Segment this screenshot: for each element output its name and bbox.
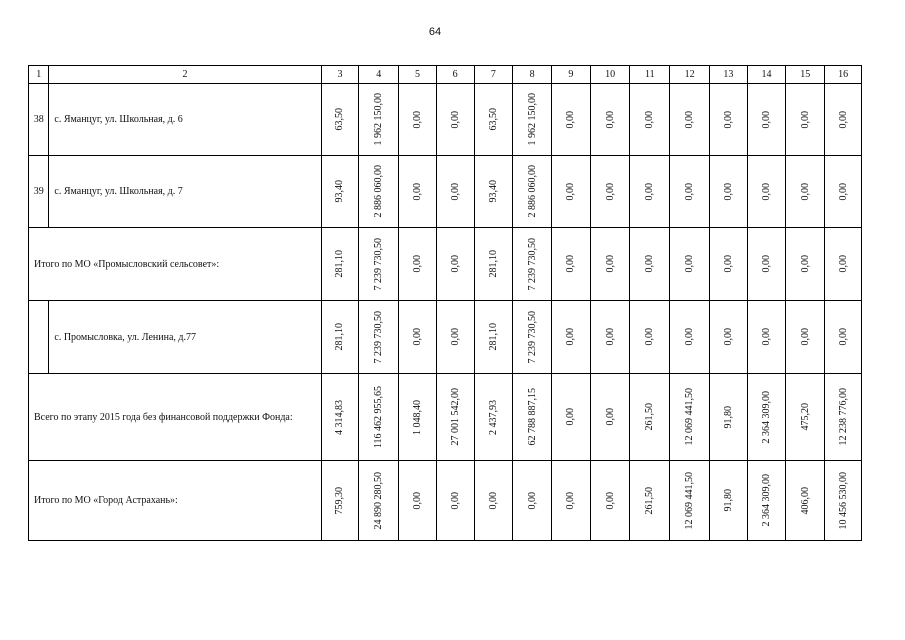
cell-value: 0,00 [761,110,773,129]
value-cell [747,84,786,156]
value-cell [359,156,399,228]
value-cell [825,461,862,541]
value-cell [709,374,747,461]
value-cell [786,374,825,461]
cell-value: 0,00 [604,182,616,201]
value-cell [513,461,552,541]
cell-value: 24 890 280,50 [373,471,385,530]
value-cell [709,228,747,301]
cell-value: 0,00 [722,328,734,346]
value-cell [359,301,399,374]
cell-value: 0,00 [837,255,849,273]
table-row [29,156,862,228]
value-cell [474,301,513,374]
cell-value: 12 069 441,50 [684,388,696,446]
value-cell [474,156,513,228]
cell-value: 0,00 [411,255,423,273]
value-cell [670,374,710,461]
cell-value: 0,00 [604,408,616,426]
value-cell [474,84,513,156]
cell-value: 0,00 [799,110,811,129]
cell-value: 0,00 [604,328,616,346]
cell-value: 2 437,93 [487,399,499,435]
row-address: с. Яманцуг, ул. Школьная, д. 6 [49,84,321,156]
value-cell [551,461,590,541]
value-cell [630,461,670,541]
value-cell [590,301,630,374]
column-header: 12 [670,66,710,84]
cell-value: 261,50 [644,403,656,431]
value-cell [359,228,399,301]
cell-value: 7 239 730,50 [526,310,538,364]
value-cell [399,461,437,541]
cell-value: 281,10 [334,250,346,278]
value-cell [590,228,630,301]
cell-value: 261,50 [644,486,656,515]
column-header: 6 [436,66,474,84]
cell-value: 0,00 [644,182,656,201]
cell-value: 2 886 060,00 [373,165,385,218]
cell-value: 2 364 309,00 [761,390,773,444]
cell-value: 7 239 730,50 [373,310,385,364]
table-row [29,228,862,301]
value-cell [825,228,862,301]
value-cell [513,228,552,301]
value-cell [436,374,474,461]
value-cell [513,156,552,228]
value-cell [825,374,862,461]
row-index [29,301,49,374]
cell-value: 1 962 150,00 [373,93,385,146]
table-row [29,301,862,374]
value-cell [321,374,359,461]
table-row [29,461,862,541]
value-cell [399,156,437,228]
value-cell [825,301,862,374]
value-cell [747,301,786,374]
cell-value: 0,00 [565,491,577,510]
table-row [29,84,862,156]
cell-value: 0,00 [565,255,577,273]
data-table [28,65,862,541]
cell-value: 281,10 [487,250,499,278]
cell-value: 62 788 887,15 [526,388,538,446]
value-cell [670,156,710,228]
value-cell [590,84,630,156]
value-cell [436,84,474,156]
cell-value: 0,00 [799,182,811,201]
cell-value: 0,00 [722,182,734,201]
row-total-label: Итого по МО «Город Астрахань»: [29,461,322,541]
value-cell [630,156,670,228]
value-cell [436,156,474,228]
value-cell [551,156,590,228]
cell-value: 0,00 [644,110,656,129]
value-cell [321,301,359,374]
value-cell [786,228,825,301]
column-header: 2 [49,66,321,84]
cell-value: 0,00 [722,110,734,129]
cell-value: 0,00 [411,491,423,510]
value-cell [551,301,590,374]
cell-value: 0,00 [487,491,499,510]
value-cell [786,461,825,541]
column-header: 8 [513,66,552,84]
value-cell [359,374,399,461]
value-cell [513,301,552,374]
cell-value: 475,20 [799,403,811,431]
cell-value: 12 238 776,00 [837,388,849,446]
cell-value: 91,80 [722,489,734,512]
value-cell [825,84,862,156]
cell-value: 0,00 [761,328,773,346]
value-cell [786,84,825,156]
cell-value: 91,80 [722,405,734,429]
table-row [29,374,862,461]
cell-value: 27 001 542,00 [449,388,461,446]
column-header: 4 [359,66,399,84]
cell-value: 0,00 [837,110,849,129]
cell-value: 2 886 060,00 [526,165,538,218]
cell-value: 0,00 [799,255,811,273]
cell-value: 0,00 [684,182,696,201]
value-cell [670,461,710,541]
cell-value: 0,00 [604,110,616,129]
cell-value: 116 462 955,65 [373,385,385,449]
value-cell [670,84,710,156]
cell-value: 0,00 [644,255,656,273]
cell-value: 759,30 [334,486,346,515]
cell-value: 2 364 309,00 [761,474,773,527]
value-cell [436,301,474,374]
row-total-label: Итого по МО «Промысловский сельсовет»: [29,228,322,301]
value-cell [359,84,399,156]
value-cell [359,461,399,541]
cell-value: 0,00 [411,182,423,201]
column-header: 5 [399,66,437,84]
value-cell [786,156,825,228]
cell-value: 0,00 [837,182,849,201]
row-total-label: Всего по этапу 2015 года без финансовой поддержки Фонда: [29,374,322,461]
cell-value: 281,10 [334,323,346,351]
value-cell [474,374,513,461]
value-cell [747,228,786,301]
value-cell [551,84,590,156]
column-header: 14 [747,66,786,84]
cell-value: 0,00 [761,255,773,273]
cell-value: 7 239 730,50 [526,237,538,291]
cell-value: 0,00 [565,182,577,201]
value-cell [747,156,786,228]
value-cell [747,461,786,541]
cell-value: 93,40 [487,180,499,203]
value-cell [709,301,747,374]
row-address: с. Промысловка, ул. Ленина, д.77 [49,301,321,374]
value-cell [551,228,590,301]
column-header: 16 [825,66,862,84]
value-cell [321,156,359,228]
cell-value: 0,00 [449,491,461,510]
cell-value: 0,00 [604,255,616,273]
column-header: 3 [321,66,359,84]
column-header: 13 [709,66,747,84]
cell-value: 0,00 [684,110,696,129]
page-number: 64 [428,26,442,38]
value-cell [513,84,552,156]
value-cell [474,228,513,301]
value-cell [630,228,670,301]
cell-value: 0,00 [449,110,461,129]
value-cell [399,374,437,461]
cell-value: 0,00 [449,182,461,201]
value-cell [321,84,359,156]
value-cell [590,156,630,228]
cell-value: 0,00 [526,491,538,510]
cell-value: 1 962 150,00 [526,93,538,146]
cell-value: 12 069 441,50 [684,471,696,530]
cell-value: 0,00 [799,328,811,346]
cell-value: 0,00 [684,328,696,346]
value-cell [474,461,513,541]
value-cell [436,228,474,301]
value-cell [399,228,437,301]
value-cell [747,374,786,461]
cell-value: 93,40 [334,180,346,203]
value-cell [670,228,710,301]
cell-value: 0,00 [722,255,734,273]
cell-value: 0,00 [604,491,616,510]
cell-value: 0,00 [411,110,423,129]
row-index: 38 [29,84,49,156]
cell-value: 0,00 [761,182,773,201]
value-cell [399,301,437,374]
cell-value: 0,00 [565,408,577,426]
column-header: 1 [29,66,49,84]
value-cell [321,461,359,541]
cell-value: 63,50 [487,108,499,131]
value-cell [825,156,862,228]
cell-value: 0,00 [449,255,461,273]
value-cell [786,301,825,374]
cell-value: 0,00 [684,255,696,273]
value-cell [590,374,630,461]
cell-value: 1 048,40 [411,399,423,435]
column-header: 11 [630,66,670,84]
cell-value: 10 456 530,00 [837,471,849,530]
value-cell [436,461,474,541]
column-header: 15 [786,66,825,84]
value-cell [709,156,747,228]
value-cell [630,84,670,156]
row-address: с. Яманцуг, ул. Школьная, д. 7 [49,156,321,228]
cell-value: 0,00 [565,110,577,129]
value-cell [709,461,747,541]
row-index: 39 [29,156,49,228]
value-cell [630,374,670,461]
value-cell [670,301,710,374]
cell-value: 0,00 [644,328,656,346]
cell-value: 0,00 [837,328,849,346]
cell-value: 7 239 730,50 [373,237,385,291]
cell-value: 0,00 [449,328,461,346]
value-cell [630,301,670,374]
cell-value: 0,00 [411,328,423,346]
column-header: 10 [590,66,630,84]
value-cell [590,461,630,541]
value-cell [513,374,552,461]
cell-value: 281,10 [487,323,499,351]
value-cell [399,84,437,156]
header-row [29,66,862,84]
value-cell [551,374,590,461]
column-header: 9 [551,66,590,84]
cell-value: 406,00 [799,486,811,515]
value-cell [709,84,747,156]
cell-value: 0,00 [565,328,577,346]
cell-value: 63,50 [334,108,346,131]
value-cell [321,228,359,301]
cell-value: 4 314,83 [334,399,346,435]
column-header: 7 [474,66,513,84]
